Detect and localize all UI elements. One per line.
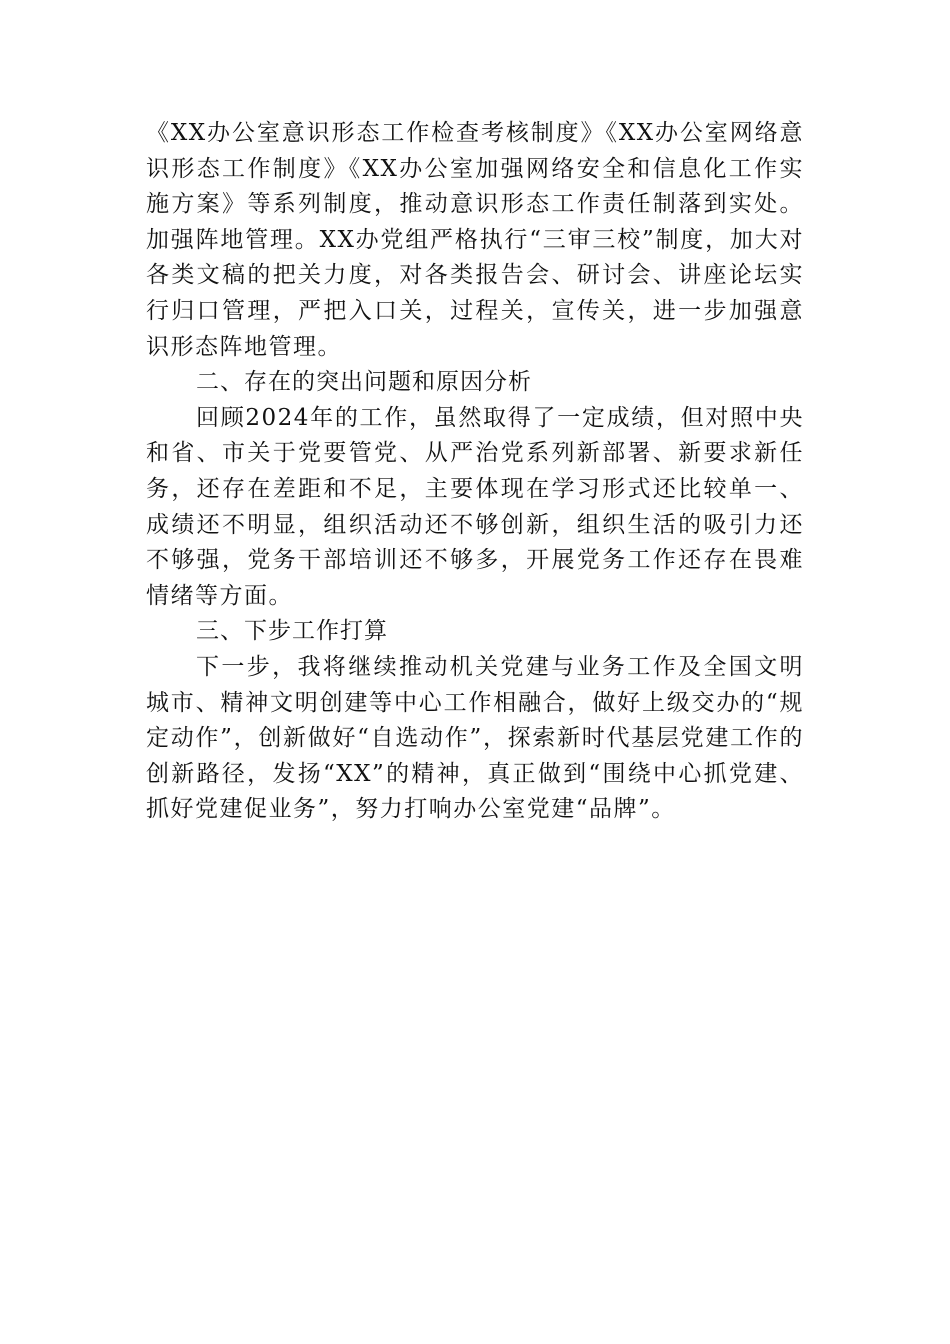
document-body — [146, 116, 804, 828]
paragraph-review-2024: 回顾2024年的工作，虽然取得了一定成绩，但对照中央和省、市关于党要管党、从严治党系列新部署、新要求新任务，还存在差距和不足，主要体现在学习形式还比较单一、成绩还不明显，组织活动还不够创新，组织生活的吸引力还不够强，党务干部培训还不够多，开展党务工作还存在畏难情绪等方面。 — [146, 404, 804, 609]
paragraph-ideology-system: 《XX办公室意识形态工作检查考核制度》《XX办公室网络意识形态工作制度》《XX办公室加强网络安全和信息化工作实施方案》等系列制度，推动意识形态工作责任制落到实处。加强阵地管理。XX办党组严格执行“三审三校”制度，加大对各类文稿的把关力度，对各类报告会、研讨会、讲座论坛实行归口管理，严把入口关，过程关，宣传关，进一步加强意识形态阵地管理。 — [146, 120, 804, 360]
heading-next-steps: 三、下步工作打算 — [196, 618, 388, 645]
heading-problems-analysis: 二、存在的突出问题和原因分析 — [196, 369, 532, 396]
paragraph-next-plan: 下一步，我将继续推动机关党建与业务工作及全国文明城市、精神文明创建等中心工作相融合，做好上级交办的“规定动作”，创新做好“自选动作”，探索新时代基层党建工作的创新路径，发扬“XX”的精神，真正做到“围绕中心抓党建、抓好党建促业务”，努力打响办公室党建“品牌”。 — [146, 653, 804, 823]
